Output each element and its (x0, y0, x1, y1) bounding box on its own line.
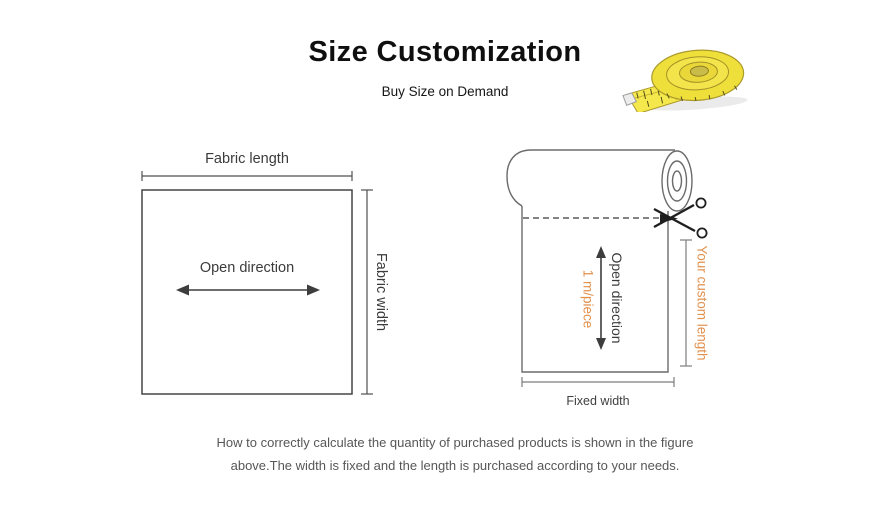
fabric-width-label: Fabric width (373, 252, 389, 332)
fabric-square (142, 190, 352, 394)
fixed-width-measure (522, 377, 674, 387)
fabric-width-measure (361, 190, 373, 394)
fixed-width-label: Fixed width (566, 394, 630, 408)
description-line: How to correctly calculate the quantity of purchased products is shown in the figure (216, 435, 694, 450)
fabric-roll (507, 150, 692, 211)
page-subtitle: Buy Size on Demand (381, 84, 509, 99)
custom-length-label: Your custom length (694, 245, 710, 361)
open-direction-arrow-vertical (596, 246, 606, 350)
fabric-length-label: Fabric length (205, 151, 289, 167)
custom-length-measure (680, 240, 692, 366)
description-line: above.The width is fixed and the length is purchased according to your needs. (230, 458, 680, 473)
scissors-icon (654, 198, 707, 237)
fabric-length-measure (142, 171, 352, 181)
page-title: Size Customization (308, 36, 582, 68)
description (36, 431, 874, 477)
open-direction-arrow-horizontal (176, 285, 320, 296)
open-direction-label-right: Open direction (609, 252, 625, 344)
open-direction-label-left: Open direction (199, 260, 295, 276)
per-piece-label: 1 m/piece (580, 269, 596, 329)
